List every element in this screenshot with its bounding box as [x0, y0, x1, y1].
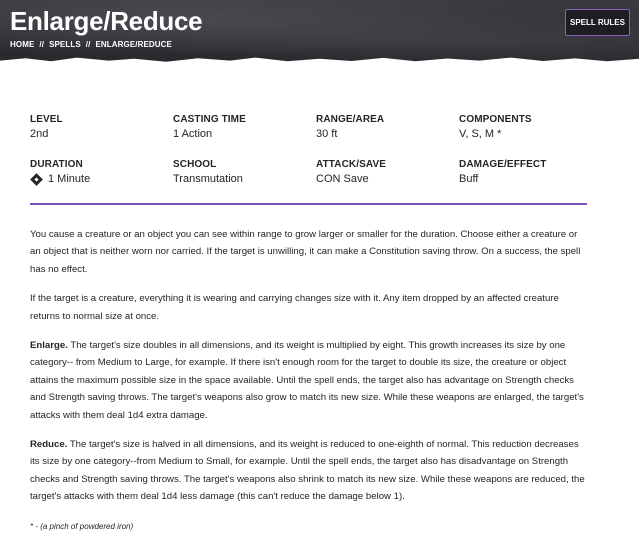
- stat-label: CASTING TIME: [173, 114, 246, 125]
- enlarge-title: Enlarge.: [30, 340, 68, 352]
- stat-level: [30, 114, 160, 140]
- stat-label: COMPONENTS: [459, 114, 532, 125]
- stat-label: RANGE/AREA: [316, 114, 385, 125]
- material-footnote: * - (a pinch of powdered iron): [30, 521, 134, 531]
- spell-rules-button[interactable]: SPELL RULES: [565, 9, 630, 36]
- duration-value: 1 Minute: [48, 173, 91, 185]
- page-header: [0, 0, 639, 66]
- breadcrumb-separator: //: [85, 40, 91, 49]
- torn-edge-divider: [0, 54, 639, 66]
- stat-value: 1 Action: [173, 128, 213, 140]
- enlarge-paragraph: [30, 337, 588, 424]
- concentration-icon[interactable]: [30, 173, 43, 186]
- enlarge-text: The target's size doubles in all dimensions, and its weight is multiplied by eight. This growth increases its size by one category-- from Medium to Large, for example. If there isn't enough room for the target to double its size, the creature or object attains the maximum possible size in the space available. Until the spell ends, the target also has advantage on Strength checks and Strength saving throws. The target's weapons also grow to match its new size. While these weapons are enlarged, the target's attacks with them deal 1d4 extra damage.: [30, 340, 584, 421]
- stat-label: DURATION: [30, 159, 83, 170]
- stat-label: DAMAGE/EFFECT: [459, 159, 547, 170]
- stat-damage-effect: [459, 159, 589, 185]
- stat-range-area: [316, 114, 446, 140]
- stat-value: Buff: [459, 173, 479, 185]
- page-title: Enlarge/Reduce: [10, 6, 203, 36]
- reduce-text: The target's size is halved in all dimensions, and its weight is reduced to one-eighth of normal. This reduction decreases its size by one category--from Medium to Small, for example. Until the spell ends, the target also has disadvantage on Strength checks and Strength saving throws. The target's weapons also shrink to match its new size. While these weapons are reduced, the target's attacks with them deal 1d4 less damage (this can't reduce the damage below 1).: [30, 439, 585, 503]
- stat-value: 2nd: [30, 128, 49, 140]
- stat-value: CON Save: [316, 173, 369, 185]
- stat-casting-time: [173, 114, 303, 140]
- stat-duration: [30, 159, 160, 185]
- breadcrumb-separator: //: [39, 40, 45, 49]
- stat-attack-save: [316, 159, 446, 185]
- stat-label: LEVEL: [30, 114, 63, 125]
- stat-value: Transmutation: [173, 173, 243, 185]
- stat-value: 30 ft: [316, 128, 338, 140]
- description-paragraph: If the target is a creature, everything it is wearing and carrying changes size with it. Any item dropped by an affected creature returns to normal size at once.: [30, 293, 559, 322]
- stat-label: SCHOOL: [173, 159, 217, 170]
- breadcrumb-current: ENLARGE/REDUCE: [95, 40, 172, 49]
- stat-school: [173, 159, 303, 185]
- stat-label: ATTACK/SAVE: [316, 159, 386, 170]
- reduce-paragraph: [30, 436, 588, 506]
- spell-description: [30, 226, 588, 535]
- breadcrumb-spells[interactable]: SPELLS: [49, 40, 81, 49]
- reduce-title: Reduce.: [30, 439, 68, 451]
- breadcrumb-home[interactable]: HOME: [10, 40, 35, 49]
- stat-value: V, S, M *: [459, 128, 502, 140]
- stat-value: [30, 173, 160, 185]
- stat-components: [459, 114, 589, 140]
- description-paragraph: You cause a creature or an object you can see within range to grow larger or smaller for the duration. Choose either a creature or an object that is neither worn nor carried. If the target is unwilling, it can make a Constitution saving throw. On a success, the spell has no effect.: [30, 229, 581, 275]
- stats-divider: [30, 203, 587, 205]
- breadcrumb: [10, 40, 172, 49]
